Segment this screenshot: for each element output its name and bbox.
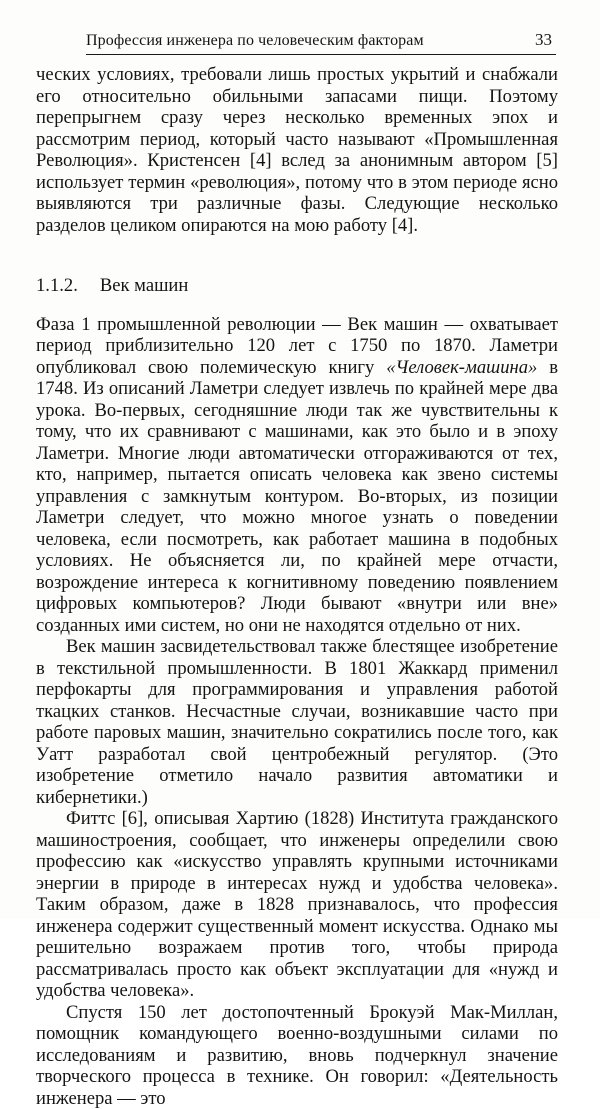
paragraph-machine-age bbox=[36, 314, 558, 637]
paragraph-jacquard: Век машин засвидетельствовал также блестящее изобретение в текстильной промышленности. В 1801 Жаккард применил перфокарты для программирования и управления работой ткацких станков. Несчастные случаи, возникавшие часто при работе паровых машин, значительно сократились после того, как Уатт разработал свой центробежный регулятор. (Это изобретение отметило начало развития автоматики и кибернетики.) bbox=[36, 636, 558, 808]
paragraph-continuation: ческих условиях, требовали лишь простых укрытий и снабжали его относительно обильными запасами пищи. Поэтому перепрыгнем сразу через несколько временных эпох и рассмотрим период, который часто называют «Промышленная Революция». Кристенсен [4] вслед за анонимным автором [5] использует термин «революция», потому что в этом периоде ясно выявляются три различные фазы. Следующие несколько разделов целиком опираются на мою работу [4]. bbox=[36, 64, 558, 236]
section-number: 1.1.2. bbox=[36, 275, 78, 296]
running-title: Профессия инженера по человеческим факторам bbox=[86, 32, 424, 50]
paragraph-fitts: Фиттс [6], описывая Хартию (1828) Института гражданского машиностроения, сообщает, что инженеры определили свою профессию как «искусство управлять крупными источниками энергии в природе в интересах нужд и удобства человека». Таким образом, даже в 1828 признавалось, что профессия инженера содержит существенный момент искусства. Однако мы решительно возражаем против того, чтобы природа рассматривалась просто как объект эксплуатации для «нужд и удобства человека». bbox=[36, 808, 558, 1002]
running-head bbox=[86, 26, 556, 55]
section-title: Век машин bbox=[100, 275, 188, 296]
body-text bbox=[36, 64, 558, 1109]
book-title: «Человек-машина» bbox=[386, 357, 537, 378]
paragraph-machine-age-rest: в 1748. Из описаний Ламетри следует извлечь по крайней мере два урока. Во-первых, сегодняшние люди так же чувствительны к тому, что их сравнивают с машинами, как это было и в эпоху Ламетри. Многие люди автоматически отгораживаются от тех, кто, например, пытается описать человека как звено системы управления с замкнутым контуром. Во-вторых, из позиции Ламетри следует, что можно многое узнать о поведении человека, если посмотреть, как работает машина в подобных условиях. Не объясняется ли, по крайней мере отчасти, возрождение интереса к когнитивному поведению появлением цифровых компьютеров? Люди бывают «внутри или вне» созданных ими систем, но они не находятся отдельно от них. bbox=[36, 357, 558, 636]
section-heading bbox=[36, 275, 558, 297]
paragraph-mcmillan: Спустя 150 лет достопочтенный Брокуэй Мак-Миллан, помощник командующего военно-воздушными силами по исследованиям и развитию, вновь подчеркнул значение творческого процесса в технике. Он говорил: «Деятельность инженера — это bbox=[36, 1002, 558, 1109]
paragraph-machine-age-start: Фаза 1 промышленной революции — Век машин — охватывает период приблизительно 120 лет с 1750 по 1870. Ламетри опубликовал свою полемическую книгу bbox=[36, 314, 558, 378]
page-number: 33 bbox=[535, 30, 552, 50]
